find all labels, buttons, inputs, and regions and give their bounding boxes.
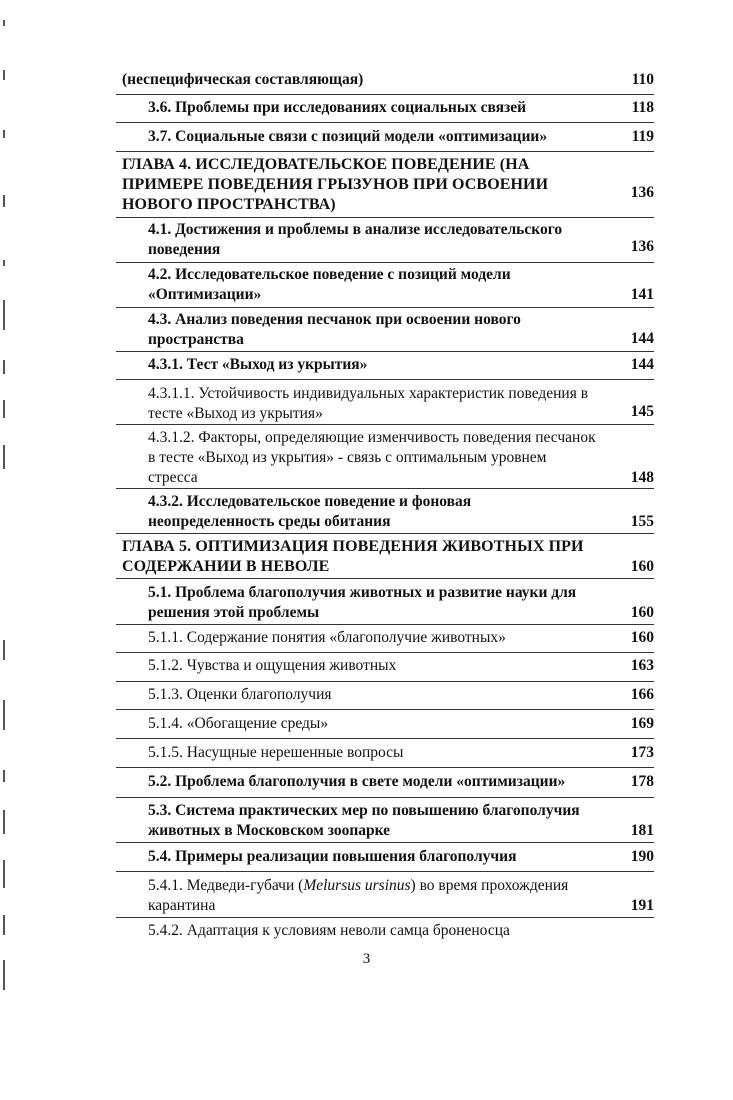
toc-entry-title: 5.4.1. Медведи-губачи (Melursus ursinus) во время прохождения карантина <box>148 877 569 914</box>
toc-entry-page: 145 <box>630 403 654 420</box>
toc-entry-page: 119 <box>631 128 654 145</box>
toc-entry-title: 5.4. Примеры реализации повышения благополучия <box>148 848 517 865</box>
toc-entry-page: 136 <box>630 238 654 255</box>
toc-entry-page: 169 <box>630 715 654 732</box>
toc-entry-title: 5.1.2. Чувства и ощущения животных <box>148 657 397 674</box>
toc-entry-title: ГЛАВА 5. ОПТИМИЗАЦИЯ ПОВЕДЕНИЯ ЖИВОТНЫХ ПРИ СОДЕРЖАНИИ В НЕВОЛЕ <box>122 538 584 575</box>
toc-entry-title: ГЛАВА 4. ИССЛЕДОВАТЕЛЬСКОЕ ПОВЕДЕНИЕ (НА ПРИМЕРЕ ПОВЕДЕНИЯ ГРЫЗУНОВ ПРИ ОСВОЕНИИ НОВОГО ПРОСТРАНСТВА) <box>122 156 549 213</box>
toc-entry-page: 191 <box>630 897 654 914</box>
toc-entry-page: 155 <box>630 513 654 530</box>
toc-entry-title: (неспецифическая составляющая) <box>122 71 364 88</box>
toc-entry-title: 4.3.1.1. Устойчивость индивидуальных характеристик поведения в тесте «Выход из укрытия» <box>148 385 589 422</box>
toc-entry-page: 163 <box>630 657 654 674</box>
scan-margin-artifacts <box>0 0 14 1100</box>
toc-entry-page: 178 <box>630 773 654 790</box>
toc-entry-page: 110 <box>631 71 654 88</box>
toc-entry-page: 173 <box>630 744 654 761</box>
toc-entry-title: 5.1.4. «Обогащение среды» <box>148 715 329 732</box>
toc-entry-page: 166 <box>630 686 654 703</box>
toc-entry-page: 190 <box>630 848 654 865</box>
toc-entry-page: 118 <box>631 99 654 116</box>
page-number: 3 <box>362 951 371 967</box>
toc-entry-title: 5.1.5. Насущные нерешенные вопросы <box>148 744 404 761</box>
toc-entry-title: 5.1. Проблема благополучия животных и развитие науки для решения этой проблемы <box>148 584 577 621</box>
toc-entry-page: 181 <box>630 822 654 839</box>
toc-entry-title: 4.1. Достижения и проблемы в анализе исследовательского поведения <box>148 221 563 258</box>
toc-entry-page: 144 <box>630 356 654 373</box>
toc-entry-title: 5.1.3. Оценки благополучия <box>148 686 332 703</box>
toc-entry-title: 3.7. Социальные связи с позиций модели «оптимизации» <box>148 128 548 145</box>
toc-entry-page: 144 <box>630 330 654 347</box>
toc-entry-title: 4.3.2. Исследовательское поведение и фоновая неопределенность среды обитания <box>148 493 472 530</box>
toc-entry-title: 4.2. Исследовательское поведение с позиций модели «Оптимизации» <box>148 266 511 303</box>
toc-entry-title: 4.3.1.2. Факторы, определяющие изменчивость поведения песчанок в тесте «Выход из укрытия» - связь с оптимальным уровнем стресса <box>148 429 596 486</box>
toc-entry-page: 160 <box>630 629 654 646</box>
toc-entry-title: 4.3.1. Тест «Выход из укрытия» <box>148 356 368 373</box>
toc-entry-page: 160 <box>630 558 654 575</box>
toc-entry-title: 4.3. Анализ поведения песчанок при освоении нового пространства <box>148 311 521 348</box>
toc-entry-title: 3.6. Проблемы при исследованиях социальных связей <box>148 99 527 116</box>
toc-entry-page: 148 <box>630 469 654 486</box>
toc-entry-title: 5.4.2. Адаптация к условиям неволи самца броненосца <box>148 922 510 939</box>
toc-entry-page: 160 <box>630 604 654 621</box>
toc-entry-title: 5.2. Проблема благополучия в свете модели «оптимизации» <box>148 773 566 790</box>
toc-entry-title: 5.1.1. Содержание понятия «благополучие животных» <box>148 629 506 646</box>
toc-entry-page: 136 <box>630 184 654 201</box>
toc-entry-page: 141 <box>630 286 654 303</box>
toc-entry-title: 5.3. Система практических мер по повышению благополучия животных в Московском зоопарке <box>148 802 580 839</box>
